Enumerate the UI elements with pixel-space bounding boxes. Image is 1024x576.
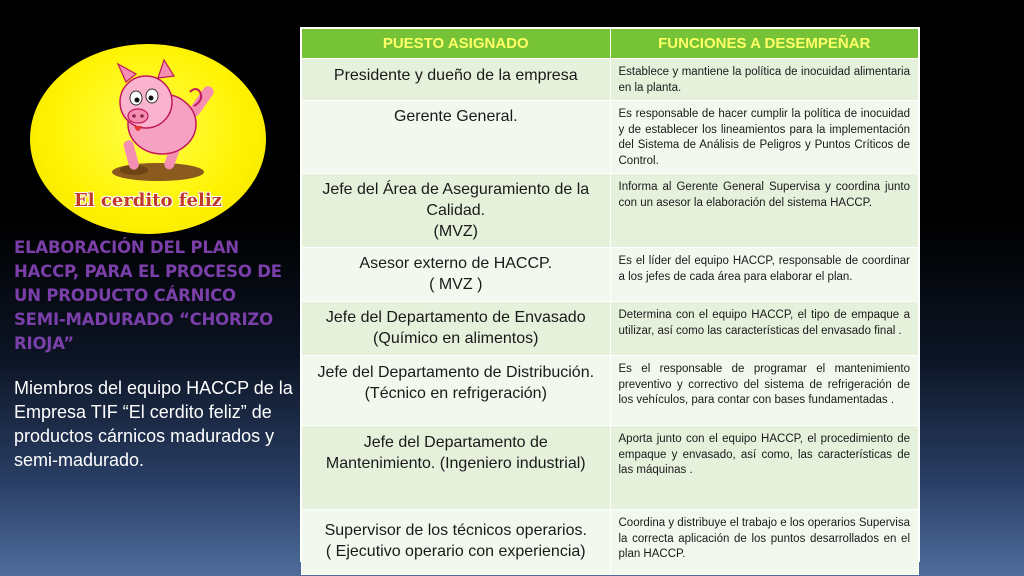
position-cell: Jefe del Departamento de Envasado (Químico en alimentos) [302, 302, 611, 356]
table-row [302, 302, 919, 356]
position-cell: Gerente General. [302, 101, 611, 174]
members-description: Miembros del equipo HACCP de la Empresa TIF “El cerdito feliz” de productos cárnicos madurados y semi-madurado. [14, 378, 293, 470]
table-row [302, 356, 919, 426]
table-row [302, 426, 919, 510]
position-cell: Jefe del Área de Aseguramiento de la Calidad. (MVZ) [302, 174, 611, 248]
function-cell: Establece y mantiene la política de inocuidad alimentaria en la planta. [610, 59, 919, 101]
team-table [301, 28, 919, 575]
position-cell: Jefe del Departamento de Distribución. (Técnico en refrigeración) [302, 356, 611, 426]
function-cell: Informa al Gerente General Supervisa y coordina junto con un asesor la elaboración del sistema HACCP. [610, 174, 919, 248]
header-puesto: PUESTO ASIGNADO [302, 29, 611, 59]
company-logo [30, 44, 266, 234]
table-row [302, 248, 919, 302]
position-cell: Jefe del Departamento de Mantenimiento. (Ingeniero industrial) [302, 426, 611, 510]
function-cell: Es el líder del equipo HACCP, responsable de coordinar a los jefes de cada área para elaborar el plan. [610, 248, 919, 302]
table-row [302, 174, 919, 248]
function-cell: Determina con el equipo HACCP, el tipo de empaque a utilizar, así como las características del envasado final . [610, 302, 919, 356]
header-funciones: FUNCIONES A DESEMPEÑAR [610, 29, 919, 59]
table-header-row [302, 29, 919, 59]
table-row [302, 101, 919, 174]
table-row [302, 510, 919, 575]
function-cell: Es responsable de hacer cumplir la política de inocuidad y de establecer los lineamientos para la implementación del Sistema de Análisis de Peligros y Puntos Críticos de Control. [610, 101, 919, 174]
position-cell: Presidente y dueño de la empresa [302, 59, 611, 101]
function-cell: Aporta junto con el equipo HACCP, el procedimiento de empaque y envasado, así como, las características de las máquinas . [610, 426, 919, 510]
logo-title: El cerdito feliz [74, 190, 222, 211]
function-cell: Coordina y distribuye el trabajo e los operarios Supervisa la correcta aplicación de los puntos desarrollados en el plan HACCP. [610, 510, 919, 575]
position-cell: Asesor externo de HACCP. ( MVZ ) [302, 248, 611, 302]
haccp-team-table [300, 27, 920, 562]
position-cell: Supervisor de los técnicos operarios. ( Ejecutivo operario con experiencia) [302, 510, 611, 575]
function-cell: Es el responsable de programar el mantenimiento preventivo y correctivo del sistema de refrigeración de los vehículos, para contar con bases fundamentadas . [610, 356, 919, 426]
table-row [302, 59, 919, 101]
plan-heading: ELABORACIÓN DEL PLAN HACCP, PARA EL PROCESO DE UN PRODUCTO CÁRNICO SEMI-MADURADO “CHORIZO RIOJA” [14, 238, 282, 353]
